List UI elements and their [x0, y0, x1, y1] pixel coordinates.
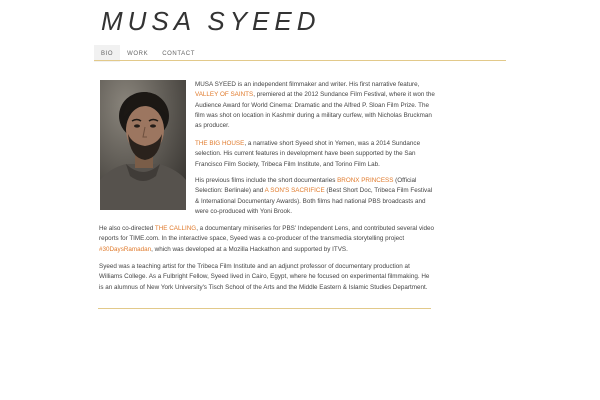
bio-text: His previous films include the short documentaries [195, 177, 338, 184]
bio-text: MUSA SYEED is an independent filmmaker and writer. His first narrative feature, [195, 81, 420, 88]
a-sons-sacrifice-link[interactable]: A SON'S SACRIFICE [264, 187, 325, 195]
bio-text: , which was developed at a Mozilla Hackathon and supported by ITVS. [151, 245, 348, 253]
the-calling-link[interactable]: THE CALLING [154, 225, 197, 232]
bio-text: Syeed was a teaching artist for the Tribeca Film Institute and an adjunct professor of documentary production at Williams College. As a Fulbright Fellow, Syeed lived in Cairo, Egypt, where he focused on experimental filmmaking. He is an alumnus of New York University's Tisch School of the Arts and the Middle Eastern & Islamic Studies Department. [99, 263, 430, 291]
footer-divider [98, 308, 431, 309]
bronx-princess-link[interactable]: BRONX PRINCESS [337, 177, 394, 184]
30-days-ramadan-link[interactable]: #30DaysRamadan [99, 245, 152, 253]
bio-paragraph-3 [195, 176, 435, 217]
bio-paragraph-4 [99, 224, 434, 255]
bio-paragraph-2 [195, 139, 435, 170]
portrait-photo [100, 80, 186, 210]
nav-work[interactable]: WORK [127, 51, 149, 57]
bio-text: (Best Short Doc, Tribeca Film Festival & International Documentary Awards). Both films had national PBS broadcasts and were co-produced with Yoni Brook. [195, 187, 433, 215]
bio-text: (Official Selection: Berlinale) and [195, 177, 417, 195]
bio-text: , a documentary miniseries for PBS' Independent Lens, and contributed several video reports for TIME.com. In the interactive space, Syeed was a co-producer of the transmedia storytelling project [99, 225, 435, 243]
nav-divider [94, 60, 506, 61]
valley-of-saints-link[interactable]: VALLEY OF SAINTS [195, 91, 254, 99]
bio-paragraph-1 [195, 80, 435, 131]
the-big-house-link[interactable]: THE BIG HOUSE [195, 140, 245, 147]
bio-paragraph-5 [99, 262, 434, 293]
nav-contact[interactable]: CONTACT [162, 51, 195, 57]
bio-text: , a narrative short Syeed shot in Yemen, was a 2014 Sundance selection. His current features in development have been supported by the San Francisco Film Society, Tribeca Film Institute, and Torino Film Lab. [195, 140, 421, 168]
bio-text: , premiered at the 2012 Sundance Film Festival, where it won the Audience Award for World Cinema: Dramatic and the Alfred P. Sloan Film Prize. The film was shot on location in Kashmir during a military curfew, with Nicholas Bruckman as producer. [195, 91, 435, 130]
site-title[interactable]: MUSA SYEED [101, 6, 321, 36]
nav-bio[interactable]: BIO [94, 45, 120, 62]
bio-text: He also co-directed [99, 225, 155, 232]
